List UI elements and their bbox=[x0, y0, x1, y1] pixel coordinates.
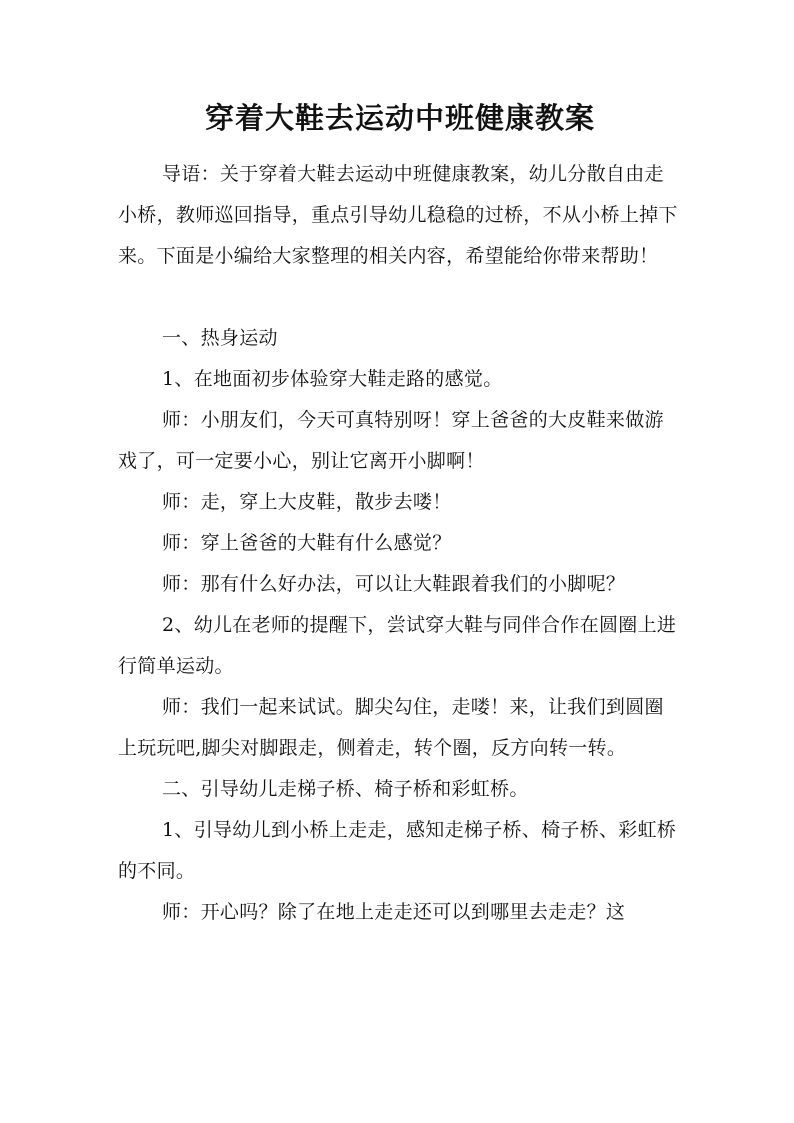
section-heading-bridges: 二、引导幼儿走梯子桥、椅子桥和彩虹桥。 bbox=[162, 778, 529, 800]
teacher-line-paragraph: 师：开心吗？除了在地上走走还可以到哪里去走走？这 bbox=[162, 901, 626, 923]
teacher-line-paragraph: 师：我们一起来试试。脚尖勾住，走喽！来，让我们到圆圈上玩玩吧,脚尖对脚跟走，侧着走，转个圈，反方向转一转。 bbox=[118, 696, 664, 759]
teacher-line-paragraph: 师：走，穿上大皮鞋，散步去喽！ bbox=[162, 491, 452, 513]
teacher-line-paragraph: 师：小朋友们，今天可真特别呀！穿上爸爸的大皮鞋来做游戏了，可一定要小心，别让它离开小脚啊！ bbox=[118, 409, 664, 472]
intro-paragraph: 导语：关于穿着大鞋去运动中班健康教案，幼儿分散自由走小桥，教师巡回指导，重点引导幼儿稳稳的过桥，不从小桥上掉下来。下面是小编给大家整理的相关内容，希望能给你带来帮助！ bbox=[118, 163, 678, 267]
blank-line bbox=[118, 277, 682, 318]
step-2-paragraph: 2、幼儿在老师的提醒下，尝试穿大鞋与同伴合作在圆圈上进行简单运动。 bbox=[118, 614, 677, 677]
section-heading-warmup: 一、热身运动 bbox=[162, 327, 278, 349]
document-title: 穿着大鞋去运动中班健康教案 bbox=[204, 101, 595, 135]
teacher-line-paragraph: 师：那有什么好办法，可以让大鞋跟着我们的小脚呢？ bbox=[162, 573, 626, 595]
step-1-paragraph: 1、在地面初步体验穿大鞋走路的感觉。 bbox=[162, 368, 503, 390]
teacher-line-paragraph: 师：穿上爸爸的大鞋有什么感觉？ bbox=[162, 532, 452, 554]
step-1-paragraph: 1、引导幼儿到小桥上走走，感知走梯子桥、椅子桥、彩虹桥的不同。 bbox=[118, 819, 677, 882]
